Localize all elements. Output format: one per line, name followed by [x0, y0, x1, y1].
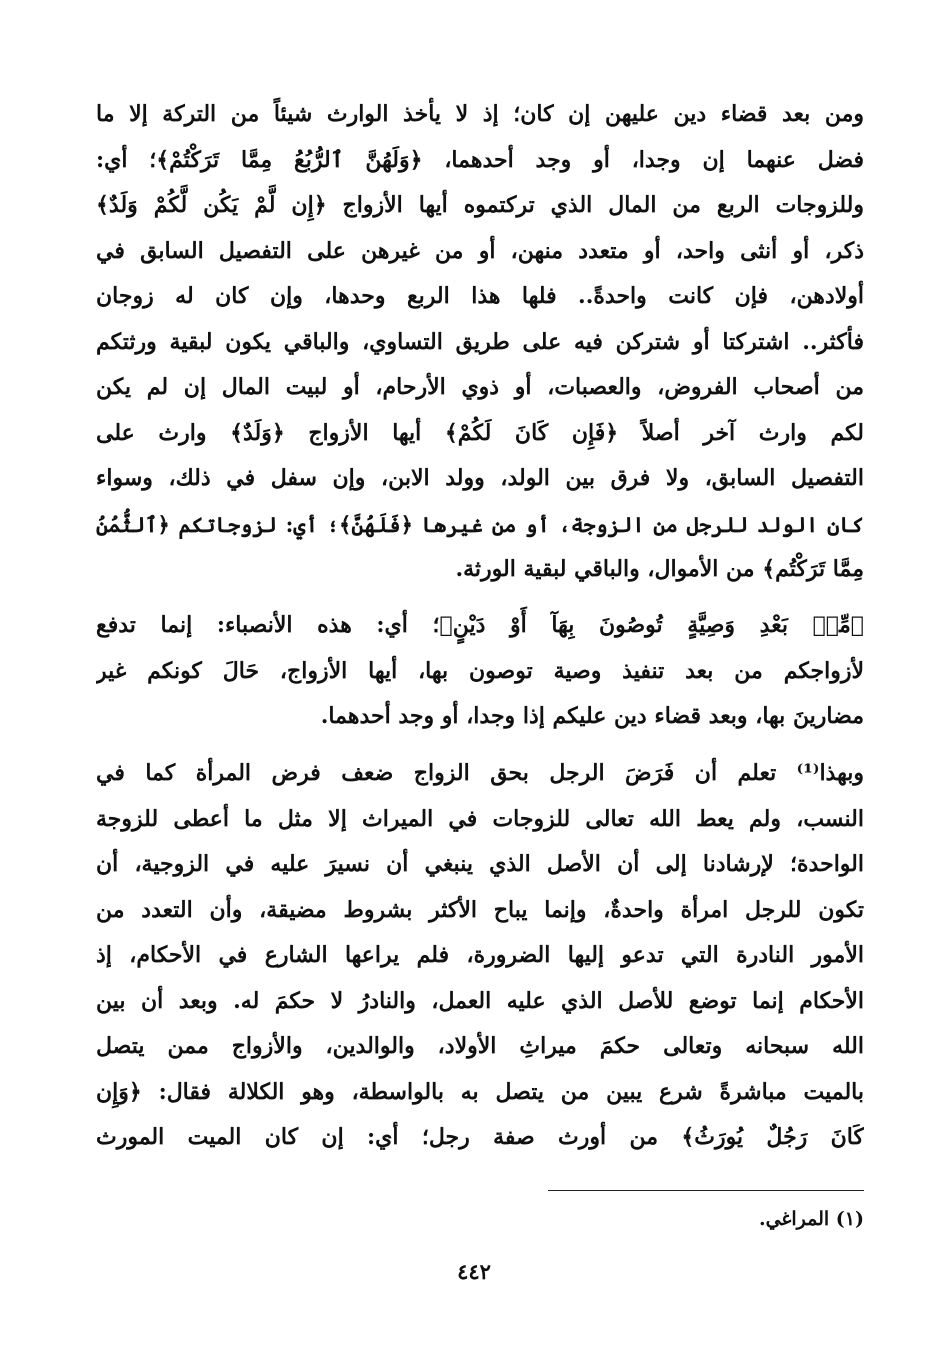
text-line: فضل عنهما إن وجدا، أو وجد أحدهما، ﴿وَلَهُنَّ ٱلرُّبُعُ مِمَّا تَرَكْتُمْ﴾؛ أي:: [96, 146, 864, 173]
footnote-divider: [548, 1190, 864, 1191]
paragraph-marriage-share-explanation: [96, 751, 864, 1161]
paragraph-after-bequest: [96, 603, 864, 740]
text-line: الأمور النادرة التي تدعو إليها الضرورة، فلم يراعها الشارع في الأحكام، إذ: [96, 942, 864, 968]
text-line: تكون للرجل امرأة واحدةٌ، وإنما يباح الأكثر بشروط مضيقة، وأن التعدد من: [96, 896, 864, 923]
text-line: ذكر، أو أنثى واحد، أو متعدد منهن، أو من غيرهن على التفصيل السابق في: [96, 237, 864, 264]
text-line: مضارينَ بها، وبعد قضاء دين عليكم إذا وجدا، أو وجد أحدهما.: [320, 703, 864, 729]
page-number: ٤٤٢: [457, 1259, 491, 1284]
text-line: الأحكام إنما توضع للأصل الذي عليه العمل، والنادرُ لا حكمَ له. وبعد أن بين: [96, 987, 864, 1014]
text-line: كان الولد للرجل من الزوجة، أو من غيرها ﴿فَلَهُنَّ﴾؛ أي: لزوجاتكم ﴿ٱلثُّمُنُ: [96, 511, 864, 537]
text-line: وبهذا⁽¹⁾ تعلم أن فَرَضَ الرجل بحق الزواج ضعف فرض المرأة كما في: [96, 760, 864, 786]
text-line: من أصحاب الفروض، والعصبات، أو ذوي الأرحام، أو لبيت المال إن لم يكن: [96, 374, 864, 400]
text-line: بالميت مباشرةً شرع يبين من يتصل به بالواسطة، وهو الكلالة فقال: ﴿وَإِن: [96, 1078, 864, 1105]
text-line: فأكثر.. اشتركتا أو شتركن فيه على طريق التساوي، والباقي يكون لبقية ورثتكم: [96, 328, 864, 355]
text-line: النسب، ولم يعط الله تعالى للزوجات في الميراث إلا مثل ما أعطى للزوجة: [96, 805, 864, 832]
text-line: لأزواجكم من بعد تنفيذ وصية توصون بها، أيها الأزواج، حَالَ كونكم غير: [96, 657, 864, 684]
text-line: الواحدة؛ لإرشادنا إلى أن الأصل الذي ينبغي أن نسيرَ عليه في الزوجية، أن: [96, 851, 864, 877]
text-line: أولادهن، فإن كانت واحدةً.. فلها هذا الربع وحدها، وإن كان له زوجان: [96, 283, 864, 309]
text-line: مِمَّا تَرَكْتُم﴾ من الأموال، والباقي لبقية الورثة.: [455, 556, 864, 582]
text-line: لكم وارث آخر أصلاً ﴿فَإِن كَانَ لَكُمْ﴾ أيها الأزواج ﴿وَلَدٌ﴾ وارث على: [96, 419, 864, 446]
text-line: ومن بعد قضاء دين عليهن إن كان؛ إذ لا يأخذ الوارث شيئاً من التركة إلا ما: [96, 101, 864, 127]
text-line: كَانَ رَجُلٌ يُورَثُ﴾ من أورث صفة رجل؛ أي: إن كان الميت المورث: [96, 1124, 864, 1150]
text-line: الله سبحانه وتعالى حكمَ ميراثِ الأولاد، والوالدين، والأزواج ممن يتصل: [96, 1033, 864, 1059]
text-line: ﴿مِّنۢ بَعْدِ وَصِيَّةٍ تُوصُونَ بِهَآ أَوْ دَيْنٍ﴾؛ أي: هذه الأنصباء: إنما تدفع: [96, 612, 864, 638]
text-line: وللزوجات الربع من المال الذي تركتموه أيها الأزواج ﴿إِن لَّمْ يَكُن لَّكُمْ وَلَدٌ﴾: [96, 192, 864, 218]
text-line: التفصيل السابق، ولا فرق بين الولد، وولد الابن، وإن سفل في ذلك، وسواء: [96, 465, 864, 491]
paragraph-inheritance-wives-share: [96, 92, 864, 593]
footnote: (١) المراغي.: [758, 1208, 864, 1230]
